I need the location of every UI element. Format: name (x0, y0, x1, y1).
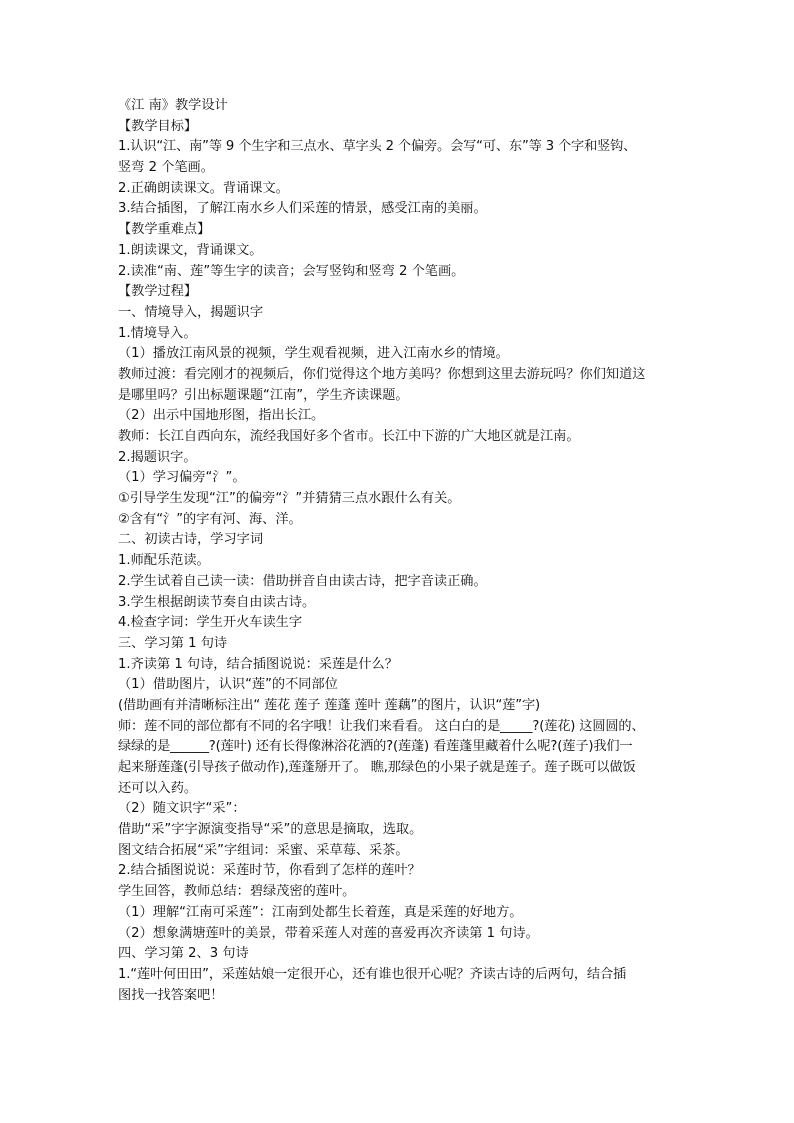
document-line: （2）随文识字“采”： (118, 801, 246, 817)
document-line: 2.揭题识字。 (118, 449, 197, 465)
document-line: （2）想象满塘莲叶的美景，带着采莲人对莲的喜爱再次齐读第 1 句诗。 (118, 925, 539, 941)
document-line: 学生回答，教师总结：碧绿茂密的莲叶。 (118, 884, 356, 900)
document-line: (借助画有并清晰标注出“ 莲花 莲子 莲蓬 莲叶 莲藕”的图片，认识“莲”字) (118, 697, 540, 713)
document-line: 1.师配乐范读。 (118, 553, 210, 569)
document-line: 借助“采”字字源演变指导“采”的意思是摘取，选取。 (118, 822, 423, 838)
document-line: 教师过渡：看完刚才的视频后，你们觉得这个地方美吗？你想到这里去游玩吗？你们知道这 (118, 366, 646, 382)
document-line: 2.读准“南、莲”等生字的读音；会写竖钩和竖弯 2 个笔画。 (118, 263, 465, 279)
document-line: 《江 南》教学设计 (118, 98, 228, 113)
document-line: 图找一找答案吧！ (118, 987, 224, 1003)
document-line: 【教学重难点】 (118, 222, 211, 238)
document-line: 2.结合插图说说：采莲时节，你看到了怎样的莲叶？ (118, 863, 421, 879)
document-line: 竖弯 2 个笔画。 (118, 160, 214, 176)
document-line: 3.学生根据朗读节奏自由读古诗。 (118, 594, 316, 610)
document-line: 二、初读古诗，学习字词 (118, 532, 264, 548)
document-line: （1）播放江南风景的视频，学生观看视频，进入江南水乡的情境。 (118, 346, 509, 362)
document-line: 还可以入药。 (118, 780, 198, 796)
document-line: 1.“莲叶何田田”，采莲姑娘一定很开心，还有谁也很开心呢？齐读古诗的后两句，结合插 (118, 966, 627, 982)
document-line: 【教学目标】 (118, 118, 198, 134)
document-line: 4.检查字词：学生开火车读生字 (118, 615, 303, 631)
document-line: 1.朗读课文，背诵课文。 (118, 242, 263, 258)
document-line: 四、学习第 2、3 句诗 (118, 946, 249, 962)
document-line: 师：莲不同的部位都有不同的名字哦！让我们来看看。 这白白的是_____?(莲花) 这圆圆的、 (118, 718, 645, 734)
document-line: （1）学习偏旁“氵”。 (118, 470, 246, 486)
document-line: 1.认识“江、南”等 9 个生字和三点水、草字头 2 个偏旁。会写“可、东”等 3 个字和竖钩、 (118, 139, 637, 155)
document-line: 三、学习第 1 句诗 (118, 635, 228, 651)
document-line: ①引导学生发现“江”的偏旁“氵”并猜猜三点水跟什么有关。 (118, 491, 461, 507)
document-line: （1）借助图片，认识“莲”的不同部位 (118, 677, 338, 693)
document-line: 1.齐读第 1 句诗，结合插图说说：采莲是什么？ (118, 656, 398, 672)
document-line: （1）理解“江南可采莲”：江南到处都生长着莲，真是采莲的好地方。 (118, 904, 523, 920)
document-line: 起来掰莲蓬(引导孩子做动作),莲蓬掰开了。 瞧,那绿色的小果子就是莲子。莲子既可以做饭 (118, 760, 636, 775)
document-line: ②含有“氵”的字有河、海、洋。 (118, 511, 302, 527)
document-line: 3.结合插图，了解江南水乡人们采莲的情景，感受江南的美丽。 (118, 201, 487, 217)
document-line: 【教学过程】 (118, 284, 198, 300)
document-line: 图文结合拓展“采”字组词：采蜜、采草莓、采茶。 (118, 842, 409, 858)
document-line: 2.正确朗读课文。背诵课文。 (118, 180, 289, 196)
document-body (118, 96, 688, 1006)
document-line: 一、情境导入，揭题识字 (118, 304, 264, 320)
document-line: 绿绿的是______?(莲叶) 还有长得像淋浴花洒的?(莲蓬) 看莲蓬里藏着什么呢?(莲子)我们一 (118, 739, 633, 755)
document-line: 是哪里吗？引出标题课题“江南”，学生齐读课题。 (118, 387, 409, 403)
document-line: （2）出示中国地形图，指出长江。 (118, 408, 325, 424)
document-line: 2.学生试着自己读一读：借助拼音自由读古诗，把字音读正确。 (118, 573, 487, 589)
document-line: 1.情境导入。 (118, 325, 197, 341)
document-line: 教师：长江自西向东，流经我国好多个省市。长江中下游的广大地区就是江南。 (118, 429, 580, 444)
